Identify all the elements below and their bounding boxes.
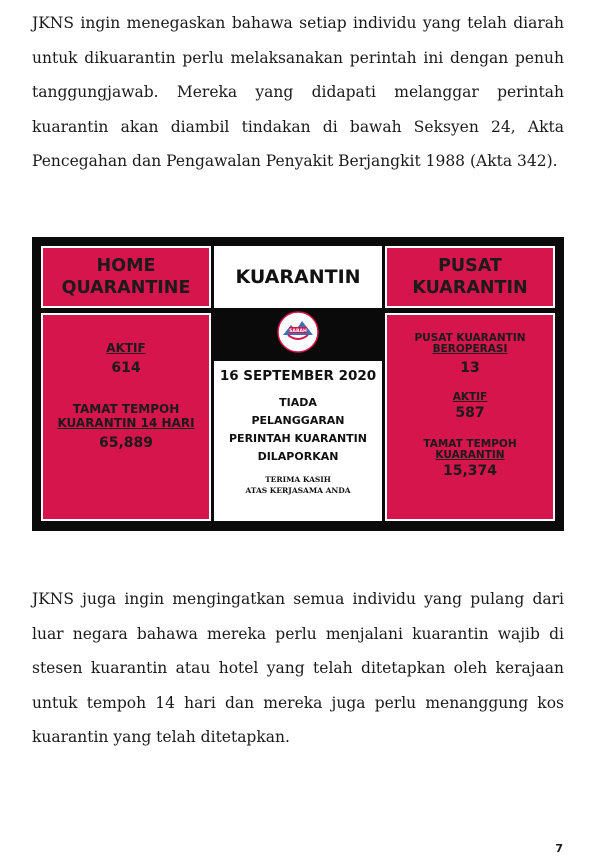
- home-quarantine-header: [41, 246, 211, 308]
- pusat-kuarantin-stats: [385, 313, 555, 521]
- pusat-tamat-label-line1: TAMAT TEMPOH: [423, 438, 517, 450]
- pusat-beroperasi-value: 13: [460, 360, 480, 376]
- pusat-aktif-value: 587: [455, 405, 485, 421]
- home-aktif-value: 614: [111, 360, 141, 376]
- notice-line1: TIADA: [279, 396, 317, 409]
- pusat-beroperasi-label-line2: BEROPERASI: [432, 343, 508, 355]
- home-aktif-label: AKTIF: [106, 341, 146, 355]
- quarantine-infographic: [32, 237, 564, 531]
- paragraph-quarantine-enforcement: JKNS ingin menegaskan bahawa setiap individu yang telah diarah untuk dikuarantin perlu melaksanakan perintah ini dengan penuh tanggungjawab. Mereka yang didapati melanggar perintah kuarantin akan diambil tindakan di bawah Seksyen 24, Akta Pencegahan dan Pengawalan Penyakit Berjangkit 1988 (Akta 342).: [32, 14, 564, 170]
- home-tamat-label-line1: TAMAT TEMPOH: [72, 402, 180, 416]
- pusat-tamat-value: 15,374: [442, 463, 498, 479]
- pusat-kuarantin-title-line2: KUARANTIN: [412, 278, 528, 298]
- home-quarantine-title-line2: QUARANTINE: [61, 278, 191, 298]
- kuarantin-header: [214, 246, 382, 308]
- home-quarantine-stats: [41, 313, 211, 521]
- pusat-kuarantin-header: [385, 246, 555, 308]
- notice-line3: PERINTAH KUARANTIN: [229, 432, 367, 445]
- pusat-beroperasi-label-line1: PUSAT KUARANTIN: [414, 332, 526, 344]
- home-tamat-label-line2: KUARANTIN 14 HARI: [57, 416, 195, 430]
- page-number: 7: [555, 842, 563, 855]
- notice-line2: PELANGGARAN: [251, 414, 345, 427]
- notice-line4: DILAPORKAN: [257, 450, 339, 463]
- sabah-health-logo: [277, 311, 319, 353]
- logo-text: SABAH: [289, 329, 307, 334]
- pusat-aktif-label: AKTIF: [452, 391, 488, 403]
- center-info-panel: [214, 361, 382, 521]
- kuarantin-title: KUARANTIN: [235, 266, 361, 288]
- home-quarantine-title-line1: HOME: [96, 256, 156, 276]
- report-date: 16 SEPTEMBER 2020: [219, 368, 377, 384]
- thanks-line1: TERIMA KASIH: [265, 475, 331, 484]
- pusat-tamat-label-line2: KUARANTIN: [435, 449, 505, 461]
- pusat-kuarantin-title-line1: PUSAT: [438, 256, 502, 276]
- thanks-line2: ATAS KERJASAMA ANDA: [245, 486, 351, 495]
- home-tamat-value: 65,889: [98, 435, 154, 451]
- paragraph-returning-travelers: JKNS juga ingin mengingatkan semua individu yang pulang dari luar negara bahawa mereka perlu menjalani kuarantin wajib di stesen kuarantin atau hotel yang telah ditetapkan oleh kerajaan untuk tempoh 14 hari dan mereka juga perlu menanggung kos kuarantin yang telah ditetapkan.: [32, 590, 564, 746]
